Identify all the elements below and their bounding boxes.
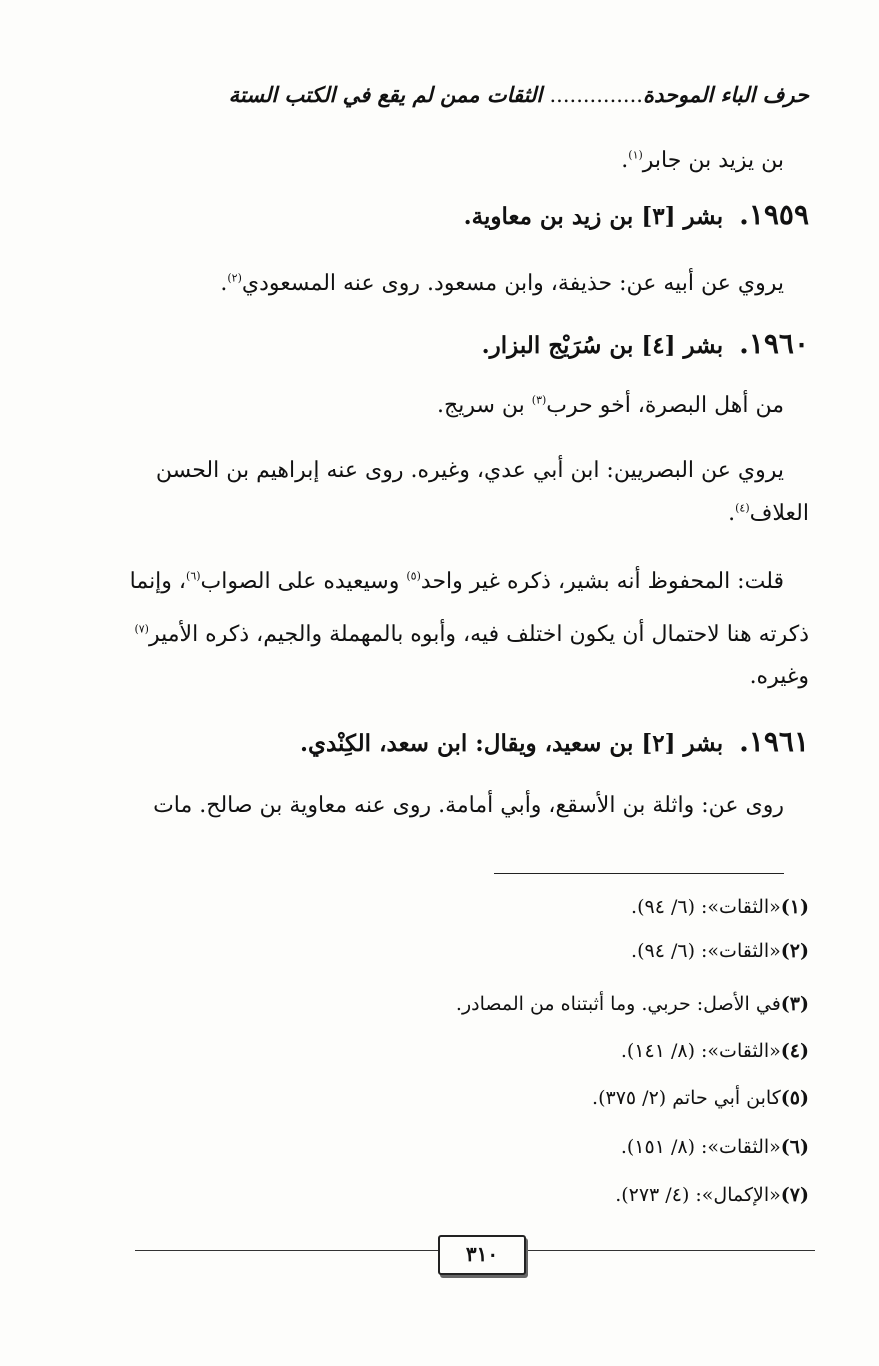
footnote bbox=[300, 1181, 809, 1209]
entry-number: ١٩٦١. bbox=[739, 725, 809, 758]
footnote-ref: (٦) bbox=[186, 569, 201, 583]
page-number: ٣١٠ bbox=[438, 1235, 526, 1275]
entry-title: بشر [٢] بن سعيد، ويقال: ابن سعد، الكِنْدي. bbox=[299, 730, 724, 757]
footnote-text: كابن أبي حاتم (٢/ ٣٧٥). bbox=[592, 1087, 781, 1109]
header-chapter: حرف الباء الموحدة bbox=[642, 82, 809, 107]
footnote-text: «الثقات»: (٦/ ٩٤). bbox=[631, 940, 781, 962]
footnote-ref: (٢) bbox=[227, 271, 242, 285]
footnote-label: (٦) bbox=[780, 1136, 809, 1158]
footnote bbox=[300, 937, 809, 965]
entry-heading bbox=[300, 198, 809, 234]
text-line: العلاف$^{(٤)}$. bbox=[728, 501, 809, 526]
text-line: قلت: المحفوظ أنه بشير، ذكره غير واحد$^{(٥)}$ وسيعيده على الصواب$^{(٦)}$، وإنما bbox=[129, 569, 784, 594]
bleed-through-smudge bbox=[130, 1060, 400, 1074]
text-line: ذكرته هنا لاحتمال أن يكون اختلف فيه، وأبوه بالمهملة والجيم، ذكره الأمير$^{(٧)}$ bbox=[134, 622, 809, 647]
footnote-label: (١) bbox=[780, 896, 809, 918]
footnote-text: «الثقات»: (٨/ ١٥١). bbox=[620, 1136, 781, 1158]
footnote-ref: (٧) bbox=[134, 622, 149, 636]
footnote-text: في الأصل: حربي. وما أثبتناه من المصادر. bbox=[455, 993, 781, 1015]
entry-title: بشر [٣] بن زيد بن معاوية. bbox=[463, 203, 724, 230]
footnote bbox=[300, 990, 809, 1018]
entry-title: بشر [٤] بن سُرَيْج البزار. bbox=[481, 332, 724, 359]
text-line: يروي عن البصريين: ابن أبي عدي، وغيره. روى عنه إبراهيم بن الحسن bbox=[155, 458, 784, 483]
footnote-label: (٤) bbox=[780, 1040, 809, 1062]
footnote-text: «الثقات»: (٦/ ٩٤). bbox=[631, 896, 781, 918]
text-line: يروي عن أبيه عن: حذيفة، وابن مسعود. روى عنه المسعودي$^{(٢)}$. bbox=[220, 271, 784, 296]
entry-heading bbox=[300, 725, 809, 761]
footnote-text: «الثقات»: (٨/ ١٤١). bbox=[620, 1040, 781, 1062]
text-line: وغيره. bbox=[749, 664, 809, 689]
footnote-label: (٧) bbox=[780, 1184, 809, 1206]
footnote bbox=[300, 1133, 809, 1161]
text-line: روى عن: واثلة بن الأسقع، وأبي أمامة. روى عنه معاوية بن صالح. مات bbox=[153, 793, 784, 818]
footnote-text: «الإكمال»: (٤/ ٢٧٣). bbox=[615, 1184, 781, 1206]
bleed-through-smudge bbox=[130, 1110, 400, 1124]
bleed-through-smudge bbox=[130, 1160, 400, 1174]
footnote bbox=[300, 1084, 809, 1112]
footnote-ref: (٣) bbox=[531, 393, 547, 407]
footnote-ref: (٥) bbox=[406, 569, 421, 583]
entry-heading bbox=[300, 327, 809, 363]
footnote bbox=[300, 893, 809, 921]
running-header bbox=[139, 82, 809, 122]
footnote-label: (٣) bbox=[780, 993, 809, 1015]
text-line: بن يزيد بن جابر$^{(١)}$. bbox=[621, 148, 784, 173]
footnote-ref: (١) bbox=[628, 148, 643, 162]
header-dots: .............. bbox=[549, 83, 643, 107]
footnote-label: (٥) bbox=[780, 1087, 809, 1109]
footnote-label: (٢) bbox=[780, 940, 809, 962]
footnote-ref: (٤) bbox=[735, 501, 750, 515]
header-book-title: الثقات ممن لم يقع في الكتب الستة bbox=[228, 82, 543, 107]
text-line: من أهل البصرة، أخو حرب$^{(٣)}$ بن سريج. bbox=[437, 393, 784, 418]
footnote-separator bbox=[494, 873, 784, 874]
entry-number: ١٩٦٠. bbox=[739, 327, 809, 360]
entry-number: ١٩٥٩. bbox=[739, 198, 809, 231]
